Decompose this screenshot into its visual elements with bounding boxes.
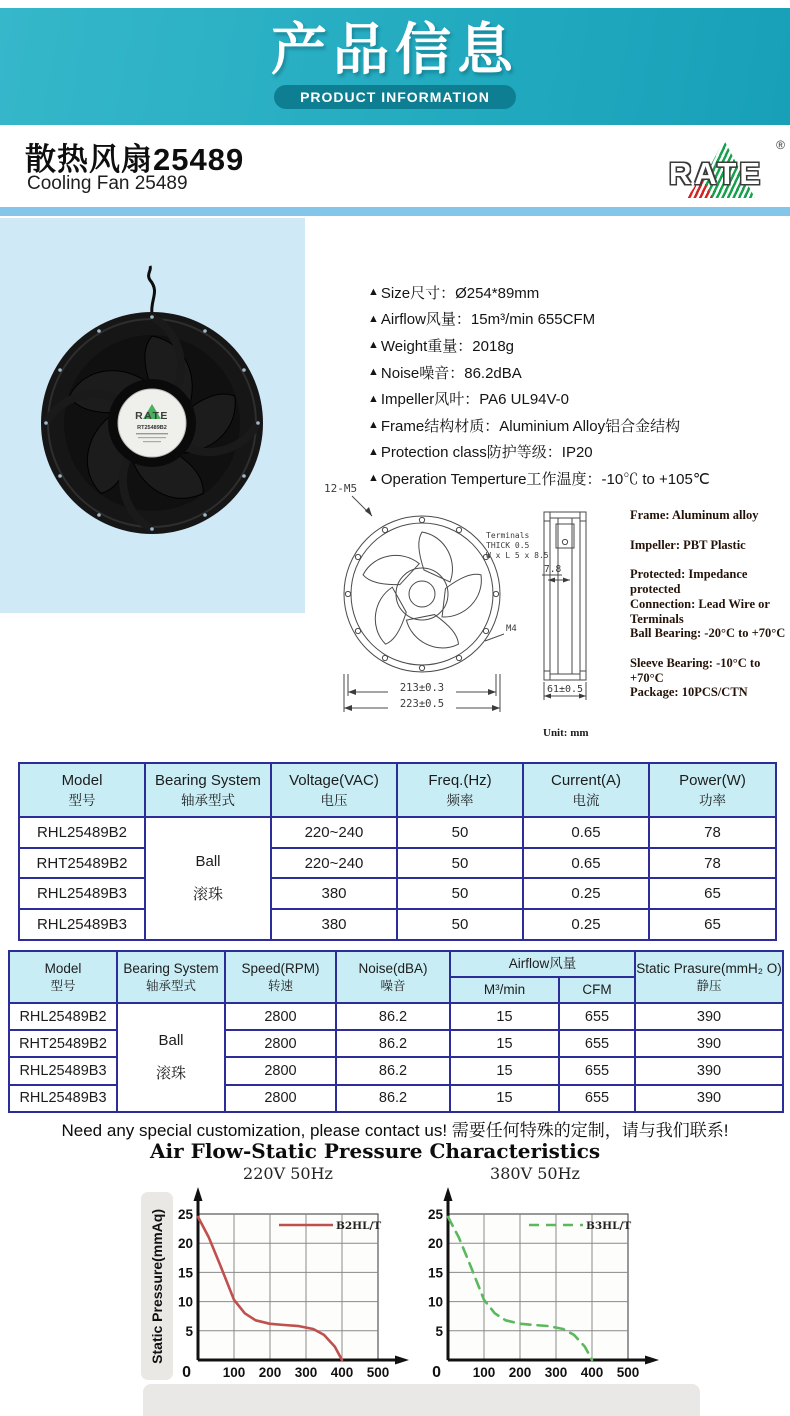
chart-subtitle-380v: 380V 50Hz: [490, 1164, 580, 1183]
spec-text: Airflow风量：15m³/min 655CFM: [380, 311, 596, 329]
table-header-row: [19, 763, 776, 817]
cell: 15: [450, 1003, 559, 1030]
col-model: Model 型号: [19, 763, 145, 817]
cell: 2800: [225, 1057, 336, 1084]
svg-text:10: 10: [177, 1294, 193, 1310]
logo-text: RATE: [668, 156, 764, 191]
svg-text:5: 5: [185, 1323, 193, 1339]
svg-text:5: 5: [435, 1323, 443, 1339]
svg-text:B3HL/T: B3HL/T: [586, 1220, 632, 1232]
spec-item: [368, 412, 710, 439]
cell: RHL25489B2: [9, 1003, 117, 1030]
cell: 78: [649, 817, 776, 848]
hub-brand: RATE: [135, 410, 169, 422]
cell: 86.2: [336, 1030, 450, 1057]
chart-subtitle-220v: 220V 50Hz: [243, 1164, 333, 1183]
cell: 86.2: [336, 1085, 450, 1112]
note-line: Ball Bearing: -20°C to +70°C: [630, 626, 786, 640]
cell: 78: [649, 848, 776, 879]
spec-text: Protection class防护等级：IP20: [380, 444, 593, 462]
table-row: [19, 909, 776, 940]
svg-text:300: 300: [294, 1365, 318, 1380]
svg-text:400: 400: [580, 1365, 604, 1380]
cell: RHT25489B2: [9, 1030, 117, 1057]
banner: [0, 8, 790, 125]
svg-text:0: 0: [432, 1364, 441, 1381]
cell: 390: [635, 1085, 783, 1112]
note-line: Protected: Impedance protected: [630, 567, 748, 596]
cell: 390: [635, 1003, 783, 1030]
table-header-row: [9, 951, 783, 977]
cell: RHL25489B3: [19, 878, 145, 909]
cell: 0.65: [523, 817, 649, 848]
svg-text:15: 15: [427, 1265, 443, 1281]
spec-item: [368, 306, 710, 333]
col-current: Current(A) 电流: [523, 763, 649, 817]
note-line: Sleeve Bearing: -10°C to +70°C: [630, 655, 761, 685]
table-row: [9, 1003, 783, 1030]
material-notes: [630, 508, 790, 715]
cell: 86.2: [336, 1003, 450, 1030]
col-power: Power(W) 功率: [649, 763, 776, 817]
dim-7-8: 7.8: [544, 564, 562, 575]
brand-logo: [663, 140, 785, 202]
y-axis-label: Static Pressure(mmAq): [149, 1208, 165, 1364]
cell: 2800: [225, 1003, 336, 1030]
spec-text: Frame结构材质：Aluminium Alloy铝合金结构: [380, 417, 681, 435]
cell: 65: [649, 909, 776, 940]
cell: 50: [397, 817, 523, 848]
table-row: [19, 878, 776, 909]
cell: 655: [559, 1085, 635, 1112]
cell: 50: [397, 878, 523, 909]
cell: 50: [397, 909, 523, 940]
cell-bearing: Ball 滚珠: [117, 1003, 225, 1112]
triangle-bullet-icon: ▲: [368, 419, 379, 432]
dim-223: 223±0.5: [399, 698, 445, 710]
spec-item: [368, 439, 710, 466]
page-title: 散热风扇25489: [25, 142, 245, 177]
fan-wire: [149, 266, 155, 314]
cell: 0.25: [523, 878, 649, 909]
dim-61: 61±0.5: [546, 684, 584, 695]
cell: 65: [649, 878, 776, 909]
spec-text: Impeller风叶：PA6 UL94V-0: [380, 391, 570, 409]
cell: RHT25489B2: [19, 848, 145, 879]
banner-title: 产品信息: [271, 18, 519, 81]
cell: 2800: [225, 1030, 336, 1057]
cell: 15: [450, 1057, 559, 1084]
hub-model: RT25489B2: [137, 425, 167, 431]
col-static-pressure: Static Prasure(mmH₂ O) 静压: [635, 951, 783, 1003]
cell: RHL25489B3: [9, 1057, 117, 1084]
triangle-bullet-icon: ▲: [368, 445, 379, 458]
note-line: Connection: Lead Wire or Terminals: [630, 596, 770, 626]
table-row: [19, 817, 776, 848]
svg-text:500: 500: [366, 1365, 390, 1380]
svg-text:100: 100: [222, 1365, 246, 1380]
cell: 655: [559, 1003, 635, 1030]
svg-text:200: 200: [258, 1365, 282, 1380]
cell: 0.65: [523, 848, 649, 879]
triangle-bullet-icon: ▲: [368, 366, 379, 379]
table-row: [19, 848, 776, 879]
cell: 390: [635, 1057, 783, 1084]
svg-text:25: 25: [177, 1207, 193, 1222]
banner-subtitle-pill: PRODUCT INFORMATION: [274, 85, 516, 109]
cell: 50: [397, 848, 523, 879]
svg-text:15: 15: [177, 1265, 193, 1281]
cell: 380: [271, 878, 397, 909]
cell: 655: [559, 1057, 635, 1084]
cell: 380: [271, 909, 397, 940]
blue-divider: [0, 207, 790, 216]
terminals-note-1: Terminals: [486, 531, 530, 540]
terminals-note-3: W x L 5 x 8.5: [486, 551, 549, 560]
svg-text:500: 500: [616, 1365, 640, 1380]
note-line: Impeller: PBT Plastic: [630, 537, 746, 552]
note-line: Frame: Aluminum alloy: [630, 508, 759, 522]
col-bearing: Bearing System 轴承型式: [117, 951, 225, 1003]
unit-label: Unit: mm: [543, 727, 589, 739]
triangle-bullet-icon: ▲: [368, 472, 379, 485]
spec-text: Operation Temperture工作温度：-10℃ to +105℃: [380, 470, 710, 488]
col-noise: Noise(dBA) 噪音: [336, 951, 450, 1003]
triangle-bullet-icon: ▲: [368, 392, 379, 405]
col-airflow-group: Airflow风量: [450, 951, 635, 977]
electrical-spec-table: [18, 762, 777, 941]
spec-item: [368, 385, 710, 412]
spec-text: Noise噪音：86.2dBA: [380, 364, 522, 382]
svg-text:0: 0: [182, 1364, 191, 1381]
col-voltage: Voltage(VAC) 电压: [271, 763, 397, 817]
cell: RHL25489B3: [19, 909, 145, 940]
cell: 655: [559, 1030, 635, 1057]
triangle-bullet-icon: ▲: [368, 339, 379, 352]
col-cfm: CFM: [559, 977, 635, 1003]
dim-213: 213±0.3: [399, 682, 445, 694]
col-m3min: M³/min: [450, 977, 559, 1003]
cell: 15: [450, 1030, 559, 1057]
svg-text:10: 10: [427, 1294, 443, 1310]
col-freq: Freq.(Hz) 频率: [397, 763, 523, 817]
cell: RHL25489B2: [19, 817, 145, 848]
cell: 220~240: [271, 817, 397, 848]
cell: RHL25489B3: [9, 1085, 117, 1112]
spec-text: Weight重量：2018g: [380, 337, 515, 355]
svg-text:25: 25: [427, 1207, 443, 1222]
cell: 220~240: [271, 848, 397, 879]
svg-text:B2HL/T: B2HL/T: [336, 1220, 382, 1232]
registered-mark: ®: [776, 138, 785, 152]
triangle-bullet-icon: ▲: [368, 286, 379, 299]
performance-spec-table: [8, 950, 784, 1113]
drawing-m4-label: M4: [506, 624, 517, 634]
spec-list: [368, 279, 710, 492]
note-line: Package: 10PCS/CTN: [630, 685, 748, 699]
cell-bearing: Ball 滚珠: [145, 817, 271, 940]
page-subtitle: Cooling Fan 25489: [27, 173, 188, 194]
charts-section-title: Air Flow-Static Pressure Characteristics: [150, 1139, 601, 1163]
spec-item: [368, 359, 710, 386]
svg-text:20: 20: [177, 1236, 193, 1252]
triangle-bullet-icon: ▲: [368, 312, 379, 325]
svg-text:20: 20: [427, 1236, 443, 1252]
spec-text: Size尺寸：Ø254*89mm: [380, 284, 540, 302]
cell: 390: [635, 1030, 783, 1057]
cell: 2800: [225, 1085, 336, 1112]
col-model: Model 型号: [9, 951, 117, 1003]
technical-drawing: [322, 478, 637, 746]
cell: 15: [450, 1085, 559, 1112]
col-bearing: Bearing System 轴承型式: [145, 763, 271, 817]
footer-gray-bar: [143, 1384, 700, 1416]
product-photo-panel: [0, 218, 305, 613]
terminals-note-2: THICK 0.5: [486, 541, 530, 550]
spec-item: [368, 332, 710, 359]
svg-text:400: 400: [330, 1365, 354, 1380]
pressure-chart-380v: [400, 1180, 700, 1405]
spec-item: [368, 279, 710, 306]
customization-note: Need any special customization, please contact us! 需要任何特殊的定制，请与我们联系!: [61, 1121, 729, 1140]
fan-photo: [0, 218, 305, 613]
cell: 86.2: [336, 1057, 450, 1084]
col-speed: Speed(RPM) 转速: [225, 951, 336, 1003]
drawing-bolts-label: 12-M5: [324, 482, 358, 495]
svg-text:300: 300: [544, 1365, 568, 1380]
svg-text:100: 100: [472, 1365, 496, 1380]
cell: 0.25: [523, 909, 649, 940]
svg-text:200: 200: [508, 1365, 532, 1380]
